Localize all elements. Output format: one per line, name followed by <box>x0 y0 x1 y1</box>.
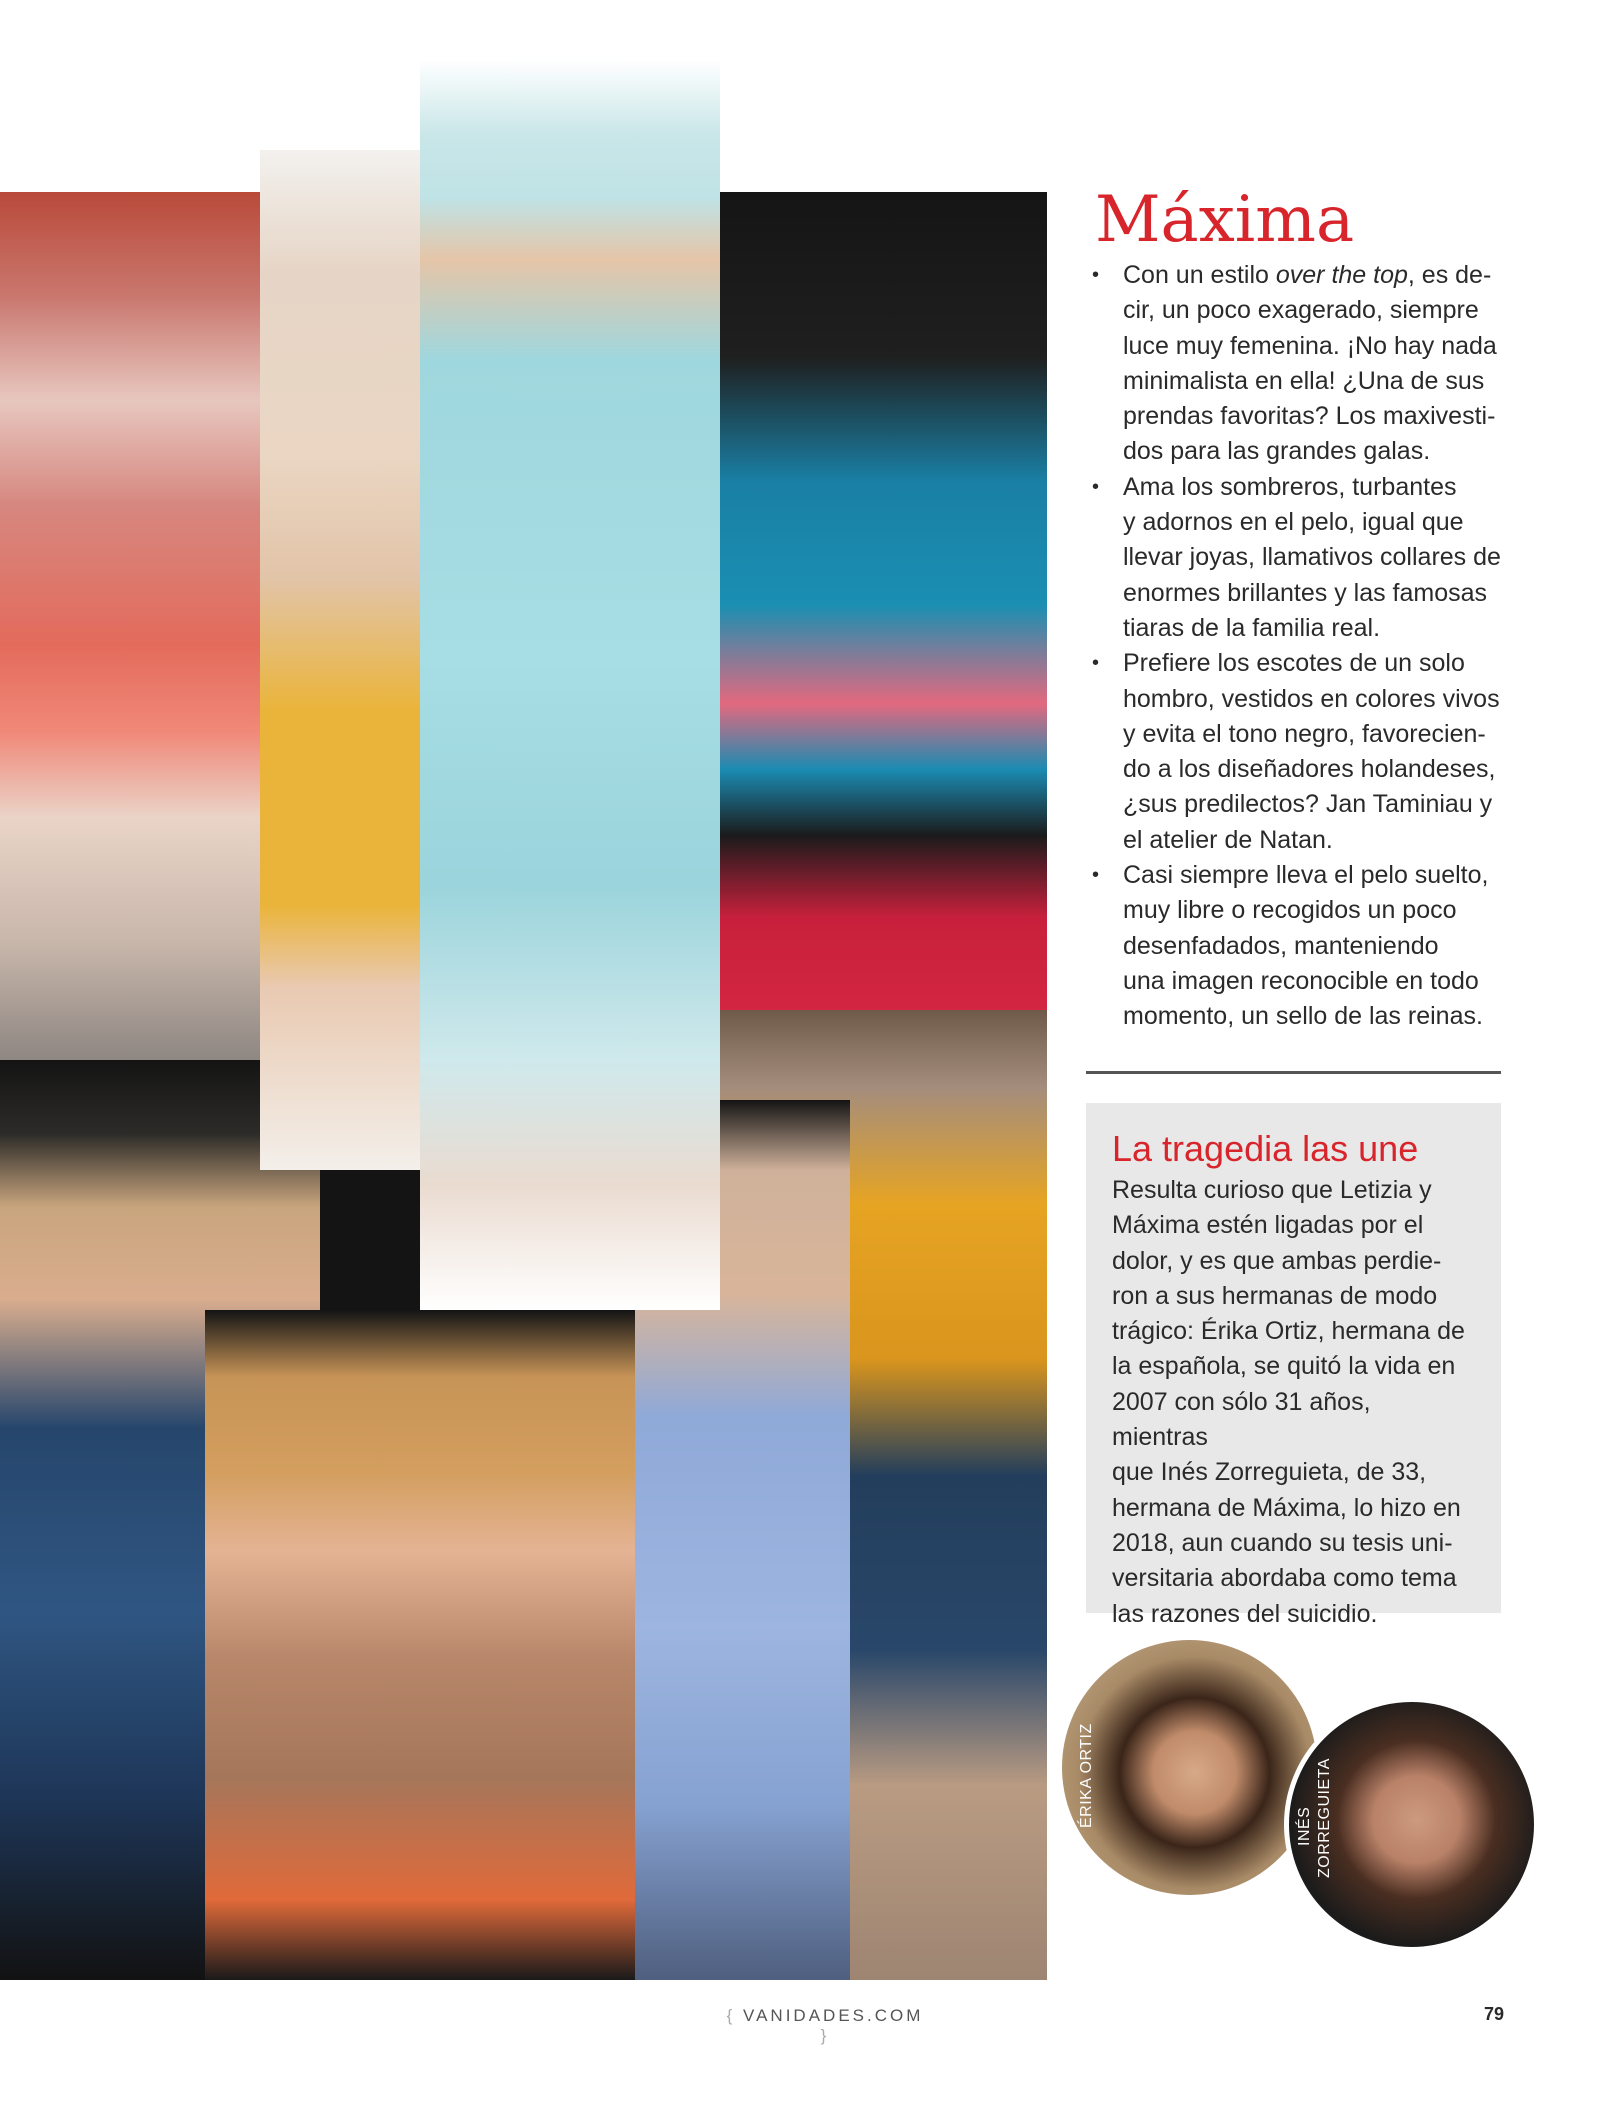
bullet-dot: • <box>1092 864 1100 887</box>
bullet-item <box>1092 646 1512 858</box>
bullet-text: Prefiere los escotes de un solo hombro, vestidos en colores vivos y evita el tono negro, favorecien- do a los diseñadores holandeses, ¿sus predilectos? Jan Taminiau y el atelier de Natan. <box>1123 649 1500 854</box>
bullet-dot: • <box>1092 475 1100 498</box>
section-divider <box>1086 1071 1501 1074</box>
bullet-text: over the top <box>1275 261 1408 289</box>
bullet-text: Casi siempre lleva el pelo suelto, muy libre o recogidos un poco desenfadados, manteniendo una imagen reconocible en todo momento, un sello de las reinas. <box>1123 861 1489 1031</box>
footer-brace-open: { <box>726 2006 736 2025</box>
footer-website <box>725 2006 925 2046</box>
footer-site-name: VANIDADES.COM <box>743 2006 924 2025</box>
bullet-item <box>1092 258 1512 470</box>
bullet-item <box>1092 470 1512 646</box>
page-number: 79 <box>1483 2004 1504 2024</box>
bullet-dot: • <box>1092 264 1100 286</box>
article-headline: Máxima <box>1095 183 1355 257</box>
bullet-text: Ama los sombreros, turbantes y adornos en el pelo, igual que llevar joyas, llamativos collares de enormes brillantes y las famosas tiaras de la familia real. <box>1123 472 1501 642</box>
photo-light-blue-hat-dress <box>420 60 720 1310</box>
photo-red-floral-dress <box>0 192 300 1062</box>
sidebar-title: La tragedia las une <box>1112 1128 1419 1169</box>
photo-teal-feather-dress <box>720 192 1047 1017</box>
portrait-erika-ortiz <box>1062 1640 1317 1895</box>
bullet-item <box>1092 858 1512 1034</box>
photo-straw-hat <box>205 1310 635 1980</box>
sidebar-body: Resulta curioso que Letizia y Máxima estén ligadas por el dolor, y es que ambas perdie- ron a sus hermanas de modo trágico: Érika Ortiz, hermana de la española, se quitó la vida en 2007 con sólo 31 años, mientras que Inés Zorreguieta, de 33, hermana de Máxima, lo hizo en 2018, aun cuando su tesis uni- versitaria abordaba como tema las razones del suicidio. <box>1112 1176 1465 1628</box>
portrait-label-ines-line2: ZORREGUIETA <box>1316 1758 1333 1878</box>
bullet-list <box>1092 258 1512 1035</box>
footer-brace-close: } <box>820 2026 830 2045</box>
bullet-text: , es de- cir, un poco exagerado, siempre luce muy femenina. ¡No hay nada minimalista en ella! ¿Una de sus prendas favoritas? Los maxivesti- dos para las grandes galas. <box>1123 261 1497 466</box>
bullet-dot: • <box>1092 652 1100 675</box>
portrait-label-erika: ÉRIKA ORTIZ <box>1078 1723 1095 1828</box>
bullet-text: Con un estilo <box>1123 261 1276 289</box>
sidebar-box <box>1086 1103 1501 1628</box>
portrait-label-ines-line1: INÉS <box>1296 1806 1313 1846</box>
